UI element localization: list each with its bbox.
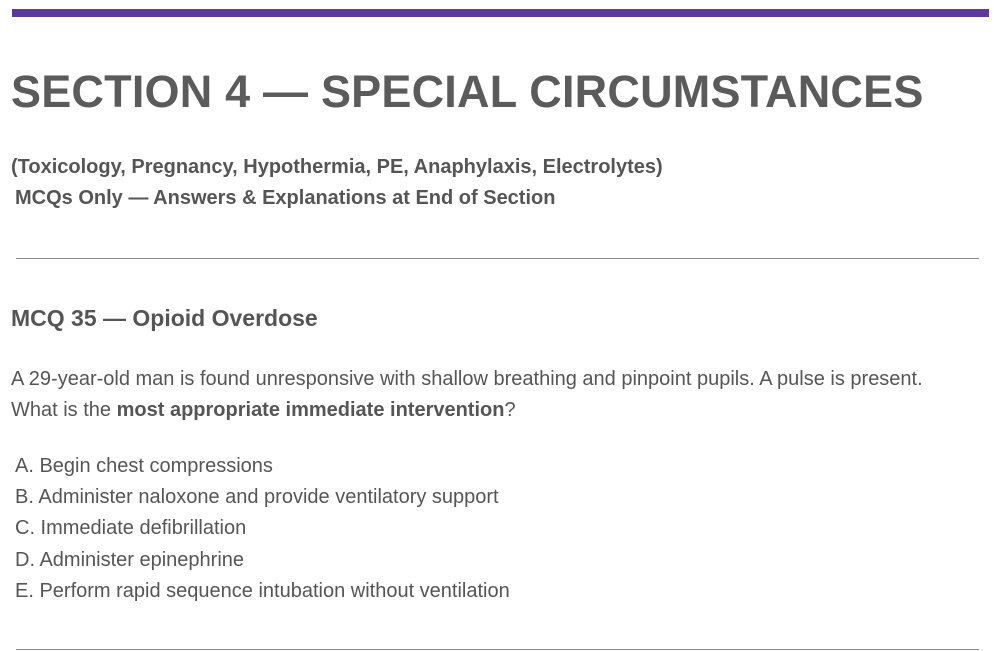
section-divider bbox=[16, 258, 979, 259]
answer-options bbox=[15, 451, 510, 607]
answer-option-e: E. Perform rapid sequence intubation without ventilation bbox=[15, 579, 510, 602]
answer-option-d: D. Administer epinephrine bbox=[15, 548, 245, 571]
question-emphasis: most appropriate immediate intervention bbox=[116, 399, 505, 421]
answer-option-c: C. Immediate defibrillation bbox=[15, 517, 247, 540]
mcq-title: MCQ 35 — Opioid Overdose bbox=[11, 305, 318, 331]
answer-option-b: B. Administer naloxone and provide ventilatory support bbox=[15, 486, 499, 509]
bottom-divider bbox=[16, 649, 979, 650]
answer-option-a: A. Begin chest compressions bbox=[15, 455, 273, 477]
question-end: ? bbox=[504, 399, 516, 421]
section-subtitle-note: MCQs Only — Answers & Explanations at End of Section bbox=[15, 187, 556, 209]
header-accent-bar bbox=[12, 9, 989, 17]
question-text: A 29-year-old man is found unresponsive with shallow breathing and pinpoint pupils. A pulse is present. What is the bbox=[11, 368, 923, 421]
mcq-question bbox=[11, 364, 971, 426]
section-title: SECTION 4 — SPECIAL CIRCUMSTANCES bbox=[11, 66, 924, 117]
section-subtitle-topics: (Toxicology, Pregnancy, Hypothermia, PE, Anaphylaxis, Electrolytes) bbox=[11, 156, 663, 178]
